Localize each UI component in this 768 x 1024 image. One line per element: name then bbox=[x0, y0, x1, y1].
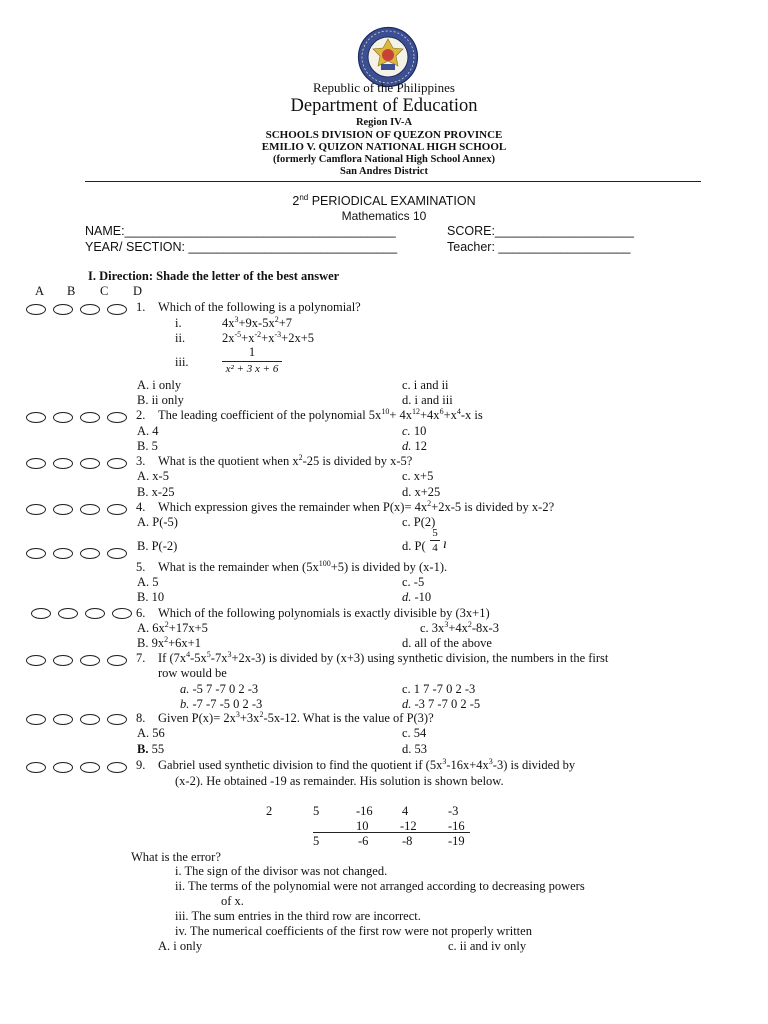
q1-ii-label: ii. bbox=[175, 331, 186, 345]
q2-s1: 10 bbox=[381, 406, 390, 416]
q5-d-val: -10 bbox=[411, 590, 432, 604]
q1-i-label: i. bbox=[175, 316, 182, 330]
q7-b-val: -7 -7 -5 0 2 -3 bbox=[189, 697, 263, 711]
q9-option-a: A. i only bbox=[158, 939, 203, 953]
q1-ii-f: -3 bbox=[274, 329, 282, 339]
bubble-q9-c[interactable] bbox=[80, 762, 100, 773]
q2-text bbox=[158, 408, 483, 423]
exam-title bbox=[0, 194, 768, 208]
answer-bubbles-q9 bbox=[26, 762, 127, 773]
division-line: SCHOOLS DIVISION OF QUEZON PROVINCE bbox=[265, 129, 503, 141]
q9-s2: 3 bbox=[488, 756, 493, 766]
bubble-q9-a[interactable] bbox=[26, 762, 46, 773]
q6-b-a: B. 9x bbox=[137, 636, 165, 650]
q2-number: 2. bbox=[136, 408, 146, 422]
bubble-q6-a[interactable] bbox=[31, 608, 51, 619]
q9-s1: 3 bbox=[442, 756, 447, 766]
q6-number: 6. bbox=[136, 606, 146, 620]
q7-t1: If (7x bbox=[158, 651, 187, 665]
q1-ii-g: +2x+5 bbox=[281, 331, 314, 345]
bubble-letter-a: A bbox=[35, 284, 45, 298]
bubble-q2-d[interactable] bbox=[107, 412, 127, 423]
q4-d-numerator: 5 bbox=[430, 527, 440, 541]
q3-option-d: d. x+25 bbox=[402, 485, 441, 499]
bubble-q9-d[interactable] bbox=[107, 762, 127, 773]
q2-t3: +4x bbox=[420, 408, 440, 422]
exam-ordinal: 2 bbox=[292, 194, 300, 208]
syn-row3-c3: -8 bbox=[402, 834, 413, 848]
formerly-line: (formerly Camflora National High School Annex) bbox=[273, 154, 495, 165]
q5-t2: +5) is divided by (x-1). bbox=[330, 560, 448, 574]
bubble-q8-b[interactable] bbox=[53, 714, 73, 725]
bubble-q5-d[interactable] bbox=[107, 548, 127, 559]
q6-option-d: d. all of the above bbox=[402, 636, 492, 650]
syn-row1-c2: -16 bbox=[356, 804, 373, 818]
q9-opt-i: i. The sign of the divisor was not changed. bbox=[175, 864, 388, 878]
q1-iii-fraction bbox=[222, 345, 282, 375]
q4-option-a: A. P(-5) bbox=[137, 515, 178, 529]
q8-t2: +3x bbox=[239, 711, 260, 725]
q7-t3: -7x bbox=[210, 651, 228, 665]
q1-i-expr bbox=[222, 316, 292, 331]
q7-d-val: -3 7 -7 0 2 -5 bbox=[411, 697, 481, 711]
answer-bubbles-q8 bbox=[26, 714, 127, 725]
q4-t1: Which expression gives the remainder when P(x)= 4x bbox=[158, 500, 428, 514]
q1-i-b: 3 bbox=[234, 314, 239, 324]
q6-option-a bbox=[137, 621, 208, 636]
q1-ii-e: +x bbox=[261, 331, 275, 345]
bubble-q6-c[interactable] bbox=[85, 608, 105, 619]
bubble-q9-b[interactable] bbox=[53, 762, 73, 773]
syn-row3-c2: -6 bbox=[358, 834, 369, 848]
bubble-q5-c[interactable] bbox=[80, 548, 100, 559]
q2-d-letter: d. bbox=[402, 439, 412, 453]
bubble-q8-a[interactable] bbox=[26, 714, 46, 725]
teacher-field[interactable]: Teacher: ___________________ bbox=[447, 240, 631, 254]
syn-row3-c4: -19 bbox=[448, 834, 465, 848]
syn-row3-c1: 5 bbox=[313, 834, 320, 848]
q7-option-d bbox=[402, 697, 480, 712]
answer-bubbles-q1 bbox=[26, 304, 127, 315]
q5-option-b: B. 10 bbox=[137, 590, 165, 604]
q6-b-b: 2 bbox=[164, 634, 169, 644]
q9-t2: -16x+4x bbox=[446, 758, 489, 772]
bubble-q4-b[interactable] bbox=[53, 504, 73, 515]
q7-t2: -5x bbox=[190, 651, 207, 665]
q5-t1: What is the remainder when (5x bbox=[158, 560, 319, 574]
deped-seal-logo bbox=[357, 26, 419, 88]
q2-c-val: 10 bbox=[410, 424, 427, 438]
q7-s2: 5 bbox=[206, 649, 211, 659]
q1-iii-denominator: x² + 3 x + 6 bbox=[225, 363, 279, 375]
q7-number: 7. bbox=[136, 651, 146, 665]
bubble-q1-a[interactable] bbox=[26, 304, 46, 315]
q8-option-d: d. 53 bbox=[402, 742, 427, 756]
q5-option-a: A. 5 bbox=[137, 575, 159, 589]
bubble-q1-b[interactable] bbox=[53, 304, 73, 315]
q6-c-b: 3 bbox=[444, 619, 449, 629]
q4-option-d-prefix: d. P( bbox=[402, 539, 426, 553]
bubble-letter-c: C bbox=[100, 284, 109, 298]
q6-b-c: +6x+1 bbox=[168, 636, 201, 650]
q1-number: 1. bbox=[136, 300, 146, 314]
exam-subject: Mathematics 10 bbox=[341, 209, 427, 223]
q9-opt-ii-cont: of x. bbox=[221, 894, 244, 908]
q2-s2: 12 bbox=[412, 406, 420, 416]
q8-option-b bbox=[137, 742, 164, 757]
q7-option-a bbox=[180, 682, 258, 697]
q3-option-a: A. x-5 bbox=[137, 469, 169, 483]
q9-text bbox=[158, 758, 575, 773]
q4-option-b: B. P(-2) bbox=[137, 539, 178, 553]
q7-t4: +2x-3) is divided by (x+3) using synthetic division, the numbers in the first bbox=[231, 651, 609, 665]
bubble-q3-c[interactable] bbox=[80, 458, 100, 469]
bubble-q2-b[interactable] bbox=[53, 412, 73, 423]
q6-option-b bbox=[137, 636, 201, 651]
q4-s1: 2 bbox=[427, 498, 432, 508]
q9-text-cont: (x-2). He obtained -19 as remainder. His solution is shown below. bbox=[175, 774, 504, 788]
q8-option-c: c. 54 bbox=[402, 726, 427, 740]
q3-t1: What is the quotient when x bbox=[158, 454, 299, 468]
q3-s1: 2 bbox=[298, 452, 303, 462]
q6-c-a: c. 3x bbox=[420, 621, 445, 635]
bubble-q6-b[interactable] bbox=[58, 608, 78, 619]
exam-ordinal-suffix: nd bbox=[299, 192, 309, 202]
q8-option-a: A. 56 bbox=[137, 726, 165, 740]
score-field[interactable]: SCORE:____________________ bbox=[447, 224, 634, 238]
q9-opt-ii: ii. The terms of the polynomial were not arranged according to decreasing powers bbox=[175, 879, 585, 893]
q2-t1: The leading coefficient of the polynomial 5x bbox=[158, 408, 382, 422]
q1-ii-b: -5 bbox=[234, 329, 242, 339]
syn-row1-c1: 5 bbox=[313, 804, 320, 818]
q8-text bbox=[158, 711, 434, 726]
year-section-field[interactable]: YEAR/ SECTION: ______________________________ bbox=[85, 240, 398, 254]
district-line: San Andres District bbox=[340, 166, 428, 177]
header-divider bbox=[85, 181, 701, 182]
q7-s3: 3 bbox=[227, 649, 232, 659]
q4-t2: +2x-5 is divided by x-2? bbox=[431, 500, 555, 514]
bubble-q2-a[interactable] bbox=[26, 412, 46, 423]
syn-row2-c4: -16 bbox=[448, 819, 465, 833]
q2-t4: +x bbox=[443, 408, 457, 422]
answer-bubbles-q2 bbox=[26, 412, 127, 423]
answer-bubbles-q6 bbox=[31, 608, 132, 619]
department-title: Department of Education bbox=[290, 96, 478, 116]
q7-s1: 4 bbox=[186, 649, 191, 659]
q8-b-letter: B. bbox=[137, 742, 149, 756]
q1-option-c: c. i and ii bbox=[402, 378, 449, 392]
q2-t5: -x is bbox=[460, 408, 483, 422]
bubble-q4-a[interactable] bbox=[26, 504, 46, 515]
q4-text bbox=[158, 500, 554, 515]
bubble-q7-c[interactable] bbox=[80, 655, 100, 666]
q7-option-b bbox=[180, 697, 262, 712]
q8-s1: 3 bbox=[235, 709, 240, 719]
q9-question: What is the error? bbox=[131, 850, 221, 864]
q3-option-b: B. x-25 bbox=[137, 485, 175, 499]
q2-c-letter: c. bbox=[402, 424, 411, 438]
q7-option-c: c. 1 7 -7 0 2 -3 bbox=[402, 682, 476, 696]
answer-bubbles-q4 bbox=[26, 504, 127, 515]
q5-d-letter: d. bbox=[402, 590, 412, 604]
q8-t3: -5x-12. What is the value of P(3)? bbox=[263, 711, 434, 725]
q1-ii-c: +x bbox=[241, 331, 255, 345]
q2-option-c bbox=[402, 424, 426, 439]
q1-i-c: +9x-5x bbox=[238, 316, 275, 330]
q2-option-b: B. 5 bbox=[137, 439, 158, 453]
name-field[interactable]: NAME:_______________________________________ bbox=[85, 224, 396, 238]
bubble-q3-d[interactable] bbox=[107, 458, 127, 469]
bubble-q2-c[interactable] bbox=[80, 412, 100, 423]
q1-iii-numerator: 1 bbox=[222, 345, 282, 362]
syn-row1-c4: -3 bbox=[448, 804, 459, 818]
q5-text bbox=[158, 560, 447, 575]
q2-s4: 4 bbox=[456, 406, 461, 416]
exam-title-text: PERIODICAL EXAMINATION bbox=[308, 194, 476, 208]
q2-d-val: 12 bbox=[411, 439, 427, 453]
syn-divisor: 2 bbox=[266, 804, 273, 818]
q6-c-e: -8x-3 bbox=[471, 621, 499, 635]
q1-option-b: B. ii only bbox=[137, 393, 184, 407]
q4-number: 4. bbox=[136, 500, 146, 514]
region-line: Region IV-A bbox=[355, 117, 413, 128]
school-line: EMILIO V. QUIZON NATIONAL HIGH SCHOOL bbox=[261, 141, 507, 153]
q7-d-letter: d. bbox=[402, 697, 412, 711]
q3-option-c: c. x+5 bbox=[402, 469, 434, 483]
q1-ii-d: -2 bbox=[254, 329, 262, 339]
direction-text: I. Direction: Shade the letter of the best answer bbox=[88, 269, 340, 283]
q5-option-c: c. -5 bbox=[402, 575, 425, 589]
q2-option-d bbox=[402, 439, 427, 454]
q1-i-e: +7 bbox=[278, 316, 293, 330]
q3-number: 3. bbox=[136, 454, 146, 468]
q7-text bbox=[158, 651, 608, 666]
answer-bubbles-q3 bbox=[26, 458, 127, 469]
bubble-letter-b: B bbox=[67, 284, 76, 298]
bubble-q3-b[interactable] bbox=[53, 458, 73, 469]
q7-b-letter: b. bbox=[180, 697, 190, 711]
q2-s3: 6 bbox=[439, 406, 444, 416]
q9-option-c: c. ii and iv only bbox=[448, 939, 527, 953]
q1-i-a: 4x bbox=[222, 316, 235, 330]
q6-a-c: +17x+5 bbox=[168, 621, 208, 635]
q7-a-val: -5 7 -7 0 2 -3 bbox=[189, 682, 259, 696]
q8-number: 8. bbox=[136, 711, 146, 725]
bubble-q7-a[interactable] bbox=[26, 655, 46, 666]
q1-option-d: d. i and iii bbox=[402, 393, 453, 407]
bubble-letter-d: D bbox=[133, 284, 143, 298]
q7-text-cont: row would be bbox=[158, 666, 227, 680]
q9-opt-iii: iii. The sum entries in the third row are incorrect. bbox=[175, 909, 421, 923]
q8-s2: 2 bbox=[259, 709, 264, 719]
bubble-q6-d[interactable] bbox=[112, 608, 132, 619]
q9-t3: -3) is divided by bbox=[492, 758, 576, 772]
bubble-q4-d[interactable] bbox=[107, 504, 127, 515]
q8-t1: Given P(x)= 2x bbox=[158, 711, 236, 725]
q1-iii-label: iii. bbox=[175, 355, 189, 369]
bubble-q5-b[interactable] bbox=[53, 548, 73, 559]
answer-bubbles-q7 bbox=[26, 655, 127, 666]
q1-text: Which of the following is a polynomial? bbox=[158, 300, 361, 314]
q5-number: 5. bbox=[136, 560, 146, 574]
syn-divider-line bbox=[313, 832, 470, 833]
q6-option-c bbox=[420, 621, 499, 636]
q9-number: 9. bbox=[136, 758, 146, 772]
q2-t2: + 4x bbox=[389, 408, 412, 422]
q4-option-d-fraction bbox=[430, 527, 440, 554]
q2-option-a: A. 4 bbox=[137, 424, 159, 438]
bubble-q3-a[interactable] bbox=[26, 458, 46, 469]
q5-s1: 100 bbox=[318, 558, 331, 568]
q5-option-d bbox=[402, 590, 431, 605]
q7-a-letter: a. bbox=[180, 682, 190, 696]
q1-ii-expr bbox=[222, 331, 314, 346]
syn-row1-c3: 4 bbox=[402, 804, 409, 818]
q1-i-d: 2 bbox=[274, 314, 279, 324]
republic-line: Republic of the Philippines bbox=[313, 80, 455, 95]
q9-opt-iv: iv. The numerical coefficients of the first row were not properly written bbox=[175, 924, 532, 938]
q6-a-a: A. 6x bbox=[137, 621, 165, 635]
bubble-q4-c[interactable] bbox=[80, 504, 100, 515]
q6-c-c: +4x bbox=[448, 621, 468, 635]
q3-t2: -25 is divided by x-5? bbox=[302, 454, 413, 468]
q4-d-denominator: 4 bbox=[432, 542, 438, 554]
q9-t1: Gabriel used synthetic division to find the quotient if (5x bbox=[158, 758, 443, 772]
bubble-q8-c[interactable] bbox=[80, 714, 100, 725]
syn-row2-c2: 10 bbox=[356, 819, 369, 833]
q8-b-val: 55 bbox=[148, 742, 165, 756]
syn-row2-c3: -12 bbox=[400, 819, 417, 833]
q6-c-d: 2 bbox=[467, 619, 472, 629]
q1-ii-a: 2x bbox=[222, 331, 235, 345]
answer-bubbles-q5 bbox=[26, 548, 127, 559]
bubble-q8-d[interactable] bbox=[107, 714, 127, 725]
bubble-q5-a[interactable] bbox=[26, 548, 46, 559]
q4-option-d-suffix: ı bbox=[443, 537, 447, 552]
bubble-q1-c[interactable] bbox=[80, 304, 100, 315]
q1-option-a: A. i only bbox=[137, 378, 182, 392]
q6-a-b: 2 bbox=[164, 619, 169, 629]
q4-option-c: c. P(2) bbox=[402, 515, 436, 529]
bubble-q7-b[interactable] bbox=[53, 655, 73, 666]
bubble-q1-d[interactable] bbox=[107, 304, 127, 315]
q6-text: Which of the following polynomials is exactly divisible by (3x+1) bbox=[158, 606, 490, 620]
bubble-q7-d[interactable] bbox=[107, 655, 127, 666]
q3-text bbox=[158, 454, 412, 469]
